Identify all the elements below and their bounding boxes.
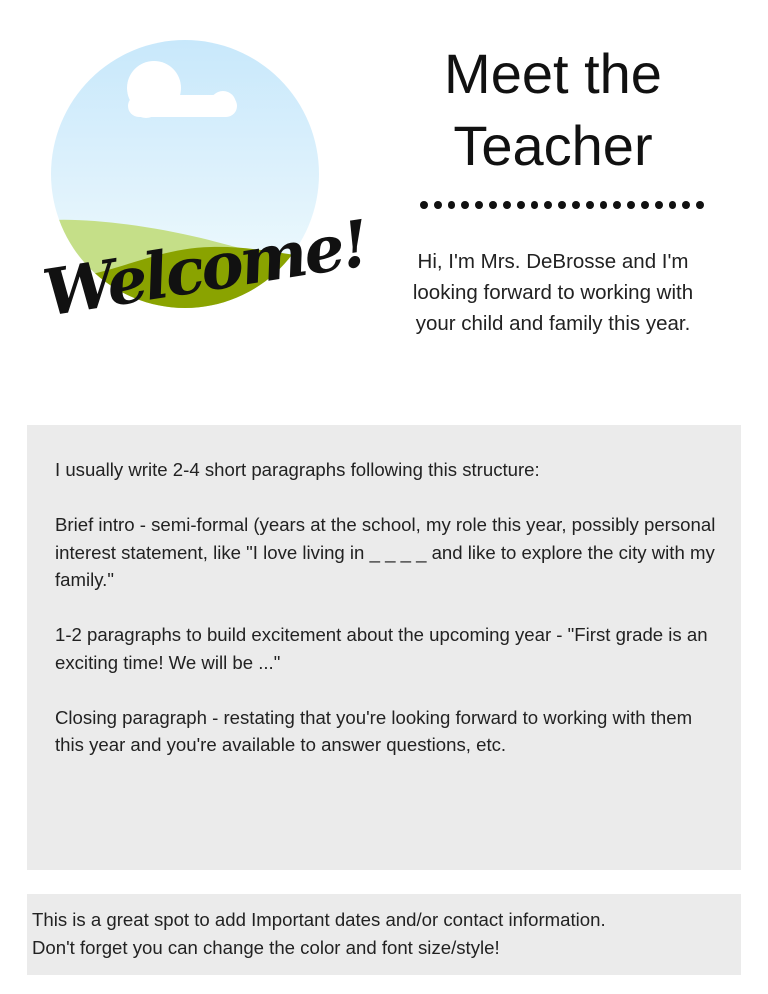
divider-dot xyxy=(531,201,539,209)
letter-body-box xyxy=(27,425,741,870)
divider-dot xyxy=(627,201,635,209)
page-title xyxy=(380,38,726,182)
divider-dot xyxy=(558,201,566,209)
important-info-text xyxy=(32,906,742,961)
info-line-2: Don't forget you can change the color and font size/style! xyxy=(32,936,500,958)
letter-body-text xyxy=(55,456,725,786)
intro-line-2: looking forward to working with xyxy=(412,281,694,304)
body-paragraph-intro: Brief intro - semi-formal (years at the school, my role this year, possibly personal interest statement, like "I love living in _ _ _ _ and like to explore the city with my family." xyxy=(55,514,716,590)
intro-line-3: your child and family this year. xyxy=(415,312,691,335)
title-line-1: Meet the xyxy=(444,42,662,105)
divider-dot xyxy=(682,201,690,209)
divider-dot xyxy=(489,201,497,209)
cloud-icon xyxy=(127,61,237,118)
body-paragraph-excitement: 1-2 paragraphs to build excitement about the upcoming year - "First grade is an exciting time! We will be ..." xyxy=(55,624,708,673)
divider-dot xyxy=(503,201,511,209)
title-line-2: Teacher xyxy=(453,114,653,177)
welcome-script-text: Welcome! xyxy=(38,206,372,332)
divider-dot xyxy=(420,201,428,209)
divider-dot xyxy=(572,201,580,209)
divider-dot xyxy=(448,201,456,209)
divider-dot xyxy=(641,201,649,209)
divider-dot xyxy=(544,201,552,209)
teacher-intro xyxy=(380,246,726,339)
divider-dot xyxy=(696,201,704,209)
divider-dot xyxy=(517,201,525,209)
divider-dot xyxy=(600,201,608,209)
divider-dot xyxy=(655,201,663,209)
divider-dot xyxy=(475,201,483,209)
body-paragraph-closing: Closing paragraph - restating that you're looking forward to working with them this year and you're available to answer questions, etc. xyxy=(55,706,693,755)
divider-dot xyxy=(669,201,677,209)
dotted-divider xyxy=(420,201,710,211)
divider-dot xyxy=(434,201,442,209)
body-paragraph-structure: I usually write 2-4 short paragraphs following this structure: xyxy=(55,459,540,480)
divider-dot xyxy=(586,201,594,209)
intro-line-1: Hi, I'm Mrs. DeBrosse and I'm xyxy=(417,250,689,273)
divider-dot xyxy=(461,201,469,209)
info-line-1: This is a great spot to add Important dates and/or contact information. xyxy=(32,909,606,930)
divider-dot xyxy=(613,201,621,209)
important-info-box xyxy=(27,894,741,975)
